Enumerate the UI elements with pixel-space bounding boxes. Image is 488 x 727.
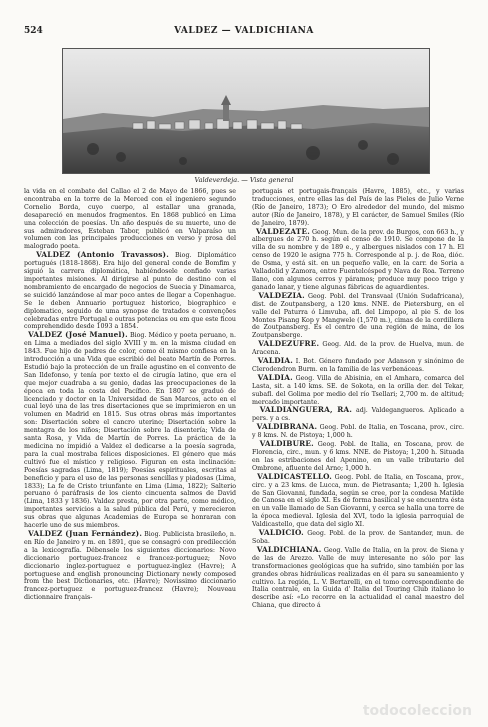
entry [252, 188, 464, 228]
entry [252, 529, 464, 546]
entry-headword: VALDEZ (Antonio Travassos). [36, 250, 169, 260]
entry-headword: VALDIA. [257, 356, 293, 366]
page-number: 524 [24, 26, 43, 36]
entry [252, 357, 464, 374]
entry [252, 440, 464, 473]
entry-headword: VALDIANGUERA, RA. [259, 405, 353, 415]
entry-text: I. Bot. Género fundado por Adanson y sinónimo de Clerodendron Burm. en la familia de las verbenáceas. [252, 358, 464, 373]
entry [252, 406, 464, 423]
entry-text: adj. Valdegangueros. Aplicado a pers. y a cs. [252, 407, 464, 423]
entry [252, 473, 464, 529]
entry-text: portugais et portugais-français (Havre, 1885), etc., y varias traducciones, entre ellas las del País de las Pieles de Julio Verne (Río de Janeiro, 1873); O Ero alrededor del mundo, del mismo autor (Río de Janeiro, 1878), y El carácter, de Samuel Smiles (Río de Janeiro, 1879). [252, 188, 464, 227]
right-text-column [252, 188, 464, 708]
town-panorama-image [63, 49, 429, 173]
entry-headword: VALDICHIANA. [256, 544, 322, 554]
entry [252, 292, 464, 340]
left-text-column [24, 188, 236, 708]
entry [252, 374, 464, 407]
entry-text: Geog. Ald. de la prov. de Huelva, mun. de Aracena. [252, 341, 464, 357]
svg-text:todocoleccion: todocoleccion [362, 703, 472, 719]
entry-text: Geog. Villa de Abisinia, en el Amhara, comarca del Lasta, sit. a 140 kms. SE. de Sokota, en la orilla der. del Tekar, subafl. del Golima por medio del río Tsellari; 2,700 m. de altitud; mercado importante. [252, 374, 464, 406]
entry-headword: VALDEZATE. [256, 226, 310, 236]
running-head: VALDEZ — VALDICHIANA [174, 26, 314, 36]
entry-headword: VALDIBURE. [259, 439, 314, 449]
landscape-photograph [62, 48, 430, 174]
entry-headword: VALDEZ (José Manuel). [28, 330, 128, 340]
entry-text: Geog. Valle de Italia, en la prov. de Siena y de las de Arezzo. Valle de muy interesante no sólo por las transformaciones geológicas que ha sufrido, sino también por las grandes obras hidráulicas realizadas en él para su saneamiento y cultivo. La región, L. V. Bertarelli, en el tomo correspondiente de Italia centrale, en la Guida d' Italia del Touring Club italiano lo describe así: «Lo recorre en la actualidad el canal maestro del Chiana, que directo á [252, 546, 464, 610]
entry [252, 423, 464, 440]
entry-text: Geog. Pobl. de la prov. de Santander, mun. de Soba. [252, 530, 464, 545]
entry-text: la vida en el combate del Callao el 2 de Mayo de 1866, pues se encontraba en la torre de la Merced con el ingeniero segundo Cornelio Borda, cuyo cuerpo, al estallar una granada, desapareció en menudos fragmentos. En 1868 publicó en Lima una colección de poesías. Un año después de su muerte, uno de sus admiradores, Esteban Tabor, publicó en Valparaíso un volumen con las principales producciones en verso y prosa del malogrado poeta. [24, 188, 236, 251]
entry-headword: VALDEZIA. [258, 290, 305, 300]
entry-text: Geog. Pobl. de Italia, en Toscana, prov., circ. y 8 kms. N. de Pistoya; 1,000 h. [252, 424, 464, 440]
entry [24, 188, 236, 251]
entry [24, 251, 236, 331]
entry-headword: VALDEZUFRE. [258, 339, 320, 349]
entry [24, 530, 236, 602]
entry [24, 331, 236, 530]
entry-text: Biog. Diplomático portugués (1818-1868). Era hijo del general conde de Bomfim y siguió la carrera diplomática, habiéndosele confiado varias importantes misiones. Al dirigirse al punto de destino con el nombramiento de encargado de negocios de Suecia y Dinamarca, se suicidó lanzándose al mar poco antes de llegar a Copenhague. Se le deben Annuario portuguez historico, biographico e diplomatico, seguido de uma synopse de tratados e convenções celebradas entre Portugal e outras potencias ou em que este ficou comprehendido desde 1093 a 1854. [24, 252, 236, 331]
entry-headword: VALDICASTELLO. [257, 471, 333, 481]
entry-text: Geog. Pobl. de Italia, en Toscana, prov. de Florencia, circ., mun. y 6 kms. NNE. de Pistoya; 1,200 h. Situada en las estribaciones del Apenino, en un valle tributario del Ombrone, afluente del Arno; 1,000 h. [252, 441, 464, 472]
entry-text: Geog. Mun. de la prov. de Burgos, con 663 h., y albergues de 270 h. según el censo de 1910. Se compone de la villa de su nombre y de 189 e., y albergues nislados con 17 h. El censo de 1920 le asigna 775 h. Corresponde al p. j. de Roa, dióc. de Osma, y está sit. en un pequeño valle, en la carr. de Soria a Valladolid y Zamora, entre Fuentelcésped y Nava de Roa. Terreno llano, con algunos cerros y páramos; produce muy poco trigo y ganado lanar, y tiene algunas fábricas de aguardientes. [252, 228, 464, 291]
entry-headword: VALDICIO. [258, 528, 304, 538]
entry-headword: VALDEZ (Juan Fernández). [28, 528, 143, 538]
entry [252, 340, 464, 357]
entry-text: Geog. Pobl. de Italia, en Toscana, prov., circ. y a 23 kms. de Lucca, mun. de Pietrasanta; 1,200 h. Iglesia de San Giovanni, fundada, según se cree, por la condesa Matilde de Canosa en el siglo XI. Es de forma basilical y se encuentra ésta en un valle llamado de San Giovanni, y cerca se halla una torre de la época medieval. Iglesia del XVI, todo la iglesia parroquial de Valdicastello, que data del siglo XI. [252, 473, 464, 529]
entry [252, 228, 464, 292]
watermark-logo [324, 699, 474, 721]
entry [252, 546, 464, 610]
entry-headword: VALDIBRANA. [256, 422, 318, 432]
photo-caption: Valdeverdeja. — Vista general [194, 176, 294, 184]
entry-headword: VALDIA. [257, 372, 293, 382]
entry-text: Geog. Pobl. del Transvaal (Unión Sudafricana), dist. de Zoutpansberg, a 120 kms. NNE. de Pietersburg, en el valle del Paturra ó Limvuba, afl. del Limpopo, al pie S. de los Montes Pisang Kop y Mangwele (1,570 m.), cimas de la cordillera de Zoutpansberg. Es el centro de una región de mina, de los Zoutpansberge. [252, 292, 464, 340]
entry-text: Biog. Médico y poeta peruano, n. en Lima a mediados del siglo XVIII y m. en la misma ciudad en 1843. Fue hijo de padres de color, como él mismo confiesa en la introducción a una Vida que escribió del beato Martín de Porres. Estudió bajo la protección de un fraile agustino en el convento de San Ildefonso, y tenía por texto el de cirugía latino, que era el que mejor cuadraba a su genio, dadas las preocupaciones de la época en toda la costa del Pacífico. En 1807 se graduó de licenciado y doctor en la Universidad de San Marcos, acto en el cual leyó una de las tres disertaciones que se imprimieron en un volumen en Madrid en 1815. Sus otras obras más importantes son: Disertación sobre el cancro uterino; Disertación sobre la mentagra de los niños; Disertación sobre la disentería; Vida de santa Rosa, y Vida de Martín de Porres. La práctica de la medicina no impidió a Valdez el dedicarse a la poesía sagrada, para la cual mostraba felices disposiciones. El género que más cultivó fue el místico y religioso. Figuran en esta inclinación: Poesías sagradas (Lima, 1819); Poesías espirituales, escritas al beneficio y para el uso de las personas sencillas y piadosas (Lima, 1833); La fe de Cristo triunfante en Lima (Lima, 1822); Salterio peruano ó paráfrasis de los ciento cincuenta salmos de David (Lima, 1833 y 1836). Valdez presta, por otra parte, como médico, importantes servicios a la salud pública del Perú, y merecieron sus obras que algunas Academias de Europa se honraran con hacerle uno de sus miembros. [24, 332, 236, 530]
entry-text: Biog. Publicista brasileño, n. en Río de Janeiro y m. en 1891, que se consagró con predilección a la lexicografía. Débensele los siguientes diccionarios: Novo diccionario portuguez-francez e francez-portuguez; Novo diccionario inglez-portuguez e portuguez-inglez (Havre); A portuguese and english pronouncing Dictionary newly composed from the best Dictionaries, etc. (Havre); Novissimo diccionario francez-portuguez e portuguez-francez (Havre); Nouveau dictionnaire français- [24, 530, 236, 602]
